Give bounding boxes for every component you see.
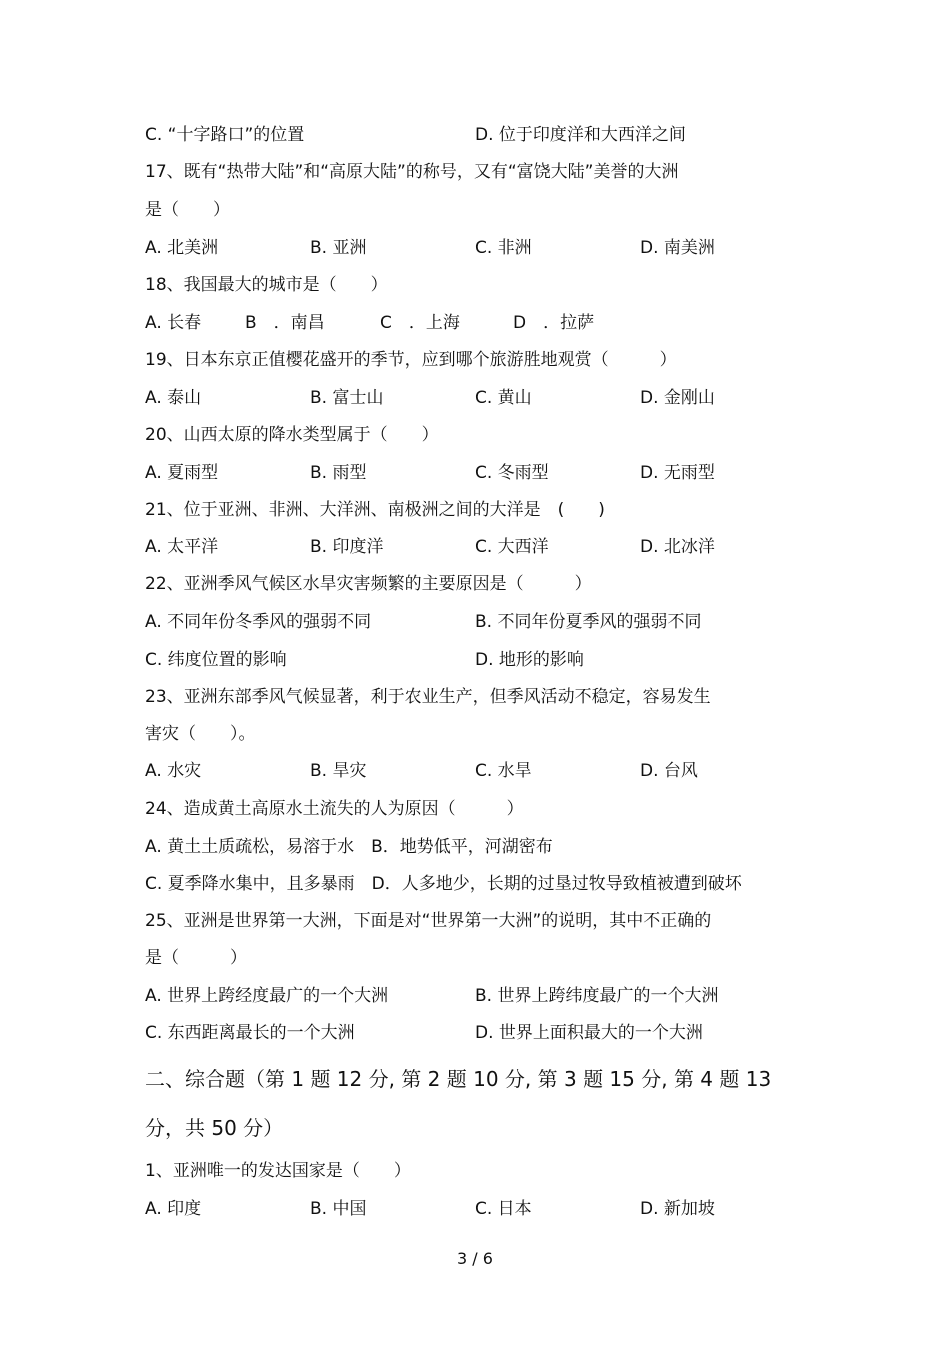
s2q1-option-a: A. 印度 bbox=[145, 1199, 202, 1219]
page-number: 3 / 6 bbox=[457, 1249, 493, 1268]
q18-option-c: C ．上海 bbox=[380, 313, 460, 333]
q23-option-b: B. 旱灾 bbox=[310, 761, 367, 781]
q18-stem: 18、我国最大的城市是（ ） bbox=[145, 275, 388, 295]
q21-stem: 21、位于亚洲、非洲、大洋洲、南极洲之间的大洋是 ( ) bbox=[145, 500, 605, 520]
q24-options-line1: A. 黄土土质疏松，易溶于水 B．地势低平，河湖密布 bbox=[145, 837, 553, 857]
q19-option-d: D. 金刚山 bbox=[640, 388, 715, 408]
q25-option-c: C. 东西距离最长的一个大洲 bbox=[145, 1023, 355, 1043]
q19-option-b: B. 富士山 bbox=[310, 388, 384, 408]
q18-option-b: B ．南昌 bbox=[245, 313, 325, 333]
q18-option-d: D ．拉萨 bbox=[513, 313, 595, 333]
q25-stem-line1: 25、亚洲是世界第一大洲，下面是对“世界第一大洲”的说明，其中不正确的 bbox=[145, 911, 712, 931]
s2q1-option-c: C. 日本 bbox=[475, 1199, 532, 1219]
q25-stem-line2: 是（ ） bbox=[145, 948, 247, 968]
q21-option-b: B. 印度洋 bbox=[310, 537, 384, 557]
q20-option-c: C. 冬雨型 bbox=[475, 463, 549, 483]
q23-option-a: A. 水灾 bbox=[145, 761, 202, 781]
q21-option-a: A. 太平洋 bbox=[145, 537, 219, 557]
q17-stem-line1: 17、既有“热带大陆”和“高原大陆”的称号，又有“富饶大陆”美誉的大洲 bbox=[145, 162, 679, 182]
q24-options-line2: C. 夏季降水集中，且多暴雨 D．人多地少，长期的过垦过牧导致植被遭到破坏 bbox=[145, 874, 742, 894]
q25-option-d: D. 世界上面积最大的一个大洲 bbox=[475, 1023, 703, 1043]
section2-heading-line1: 二、综合题（第 1 题 12 分, 第 2 题 10 分, 第 3 题 15 分, 第 4 题 13 bbox=[145, 1067, 772, 1091]
q16-option-d: D. 位于印度洋和大西洋之间 bbox=[475, 125, 686, 145]
q17-option-d: D. 南美洲 bbox=[640, 238, 715, 258]
q23-option-d: D. 台风 bbox=[640, 761, 698, 781]
q19-option-c: C. 黄山 bbox=[475, 388, 532, 408]
q24-stem: 24、造成黄土高原水土流失的人为原因（ ） bbox=[145, 799, 524, 819]
q16-option-c: C. “十字路口”的位置 bbox=[145, 125, 305, 145]
q17-option-a: A. 北美洲 bbox=[145, 238, 219, 258]
q22-option-c: C. 纬度位置的影响 bbox=[145, 650, 287, 670]
q23-option-c: C. 水旱 bbox=[475, 761, 532, 781]
q23-stem-line2: 害灾（ ）。 bbox=[145, 724, 256, 744]
s2q1-stem: 1、亚洲唯一的发达国家是（ ） bbox=[145, 1161, 411, 1181]
s2q1-option-b: B. 中国 bbox=[310, 1199, 367, 1219]
q20-option-d: D. 无雨型 bbox=[640, 463, 715, 483]
q17-option-b: B. 亚洲 bbox=[310, 238, 367, 258]
q21-option-d: D. 北冰洋 bbox=[640, 537, 715, 557]
q17-stem-line2: 是（ ） bbox=[145, 200, 230, 220]
s2q1-option-d: D. 新加坡 bbox=[640, 1199, 715, 1219]
section2-heading-line2: 分，共 50 分） bbox=[145, 1116, 284, 1140]
q17-option-c: C. 非洲 bbox=[475, 238, 532, 258]
q19-stem: 19、日本东京正值樱花盛开的季节，应到哪个旅游胜地观赏（ ） bbox=[145, 350, 677, 370]
q18-option-a: A. 长春 bbox=[145, 313, 202, 333]
q22-option-b: B. 不同年份夏季风的强弱不同 bbox=[475, 612, 702, 632]
q20-option-b: B. 雨型 bbox=[310, 463, 367, 483]
q22-option-a: A. 不同年份冬季风的强弱不同 bbox=[145, 612, 372, 632]
q20-option-a: A. 夏雨型 bbox=[145, 463, 219, 483]
q25-option-b: B. 世界上跨纬度最广的一个大洲 bbox=[475, 986, 719, 1006]
q23-stem-line1: 23、亚洲东部季风气候显著，利于农业生产，但季风活动不稳定，容易发生 bbox=[145, 687, 711, 707]
q25-option-a: A. 世界上跨经度最广的一个大洲 bbox=[145, 986, 389, 1006]
q22-stem: 22、亚洲季风气候区水旱灾害频繁的主要原因是（ ） bbox=[145, 574, 592, 594]
q22-option-d: D. 地形的影响 bbox=[475, 650, 584, 670]
q20-stem: 20、山西太原的降水类型属于（ ） bbox=[145, 425, 439, 445]
q21-option-c: C. 大西洋 bbox=[475, 537, 549, 557]
q19-option-a: A. 泰山 bbox=[145, 388, 202, 408]
